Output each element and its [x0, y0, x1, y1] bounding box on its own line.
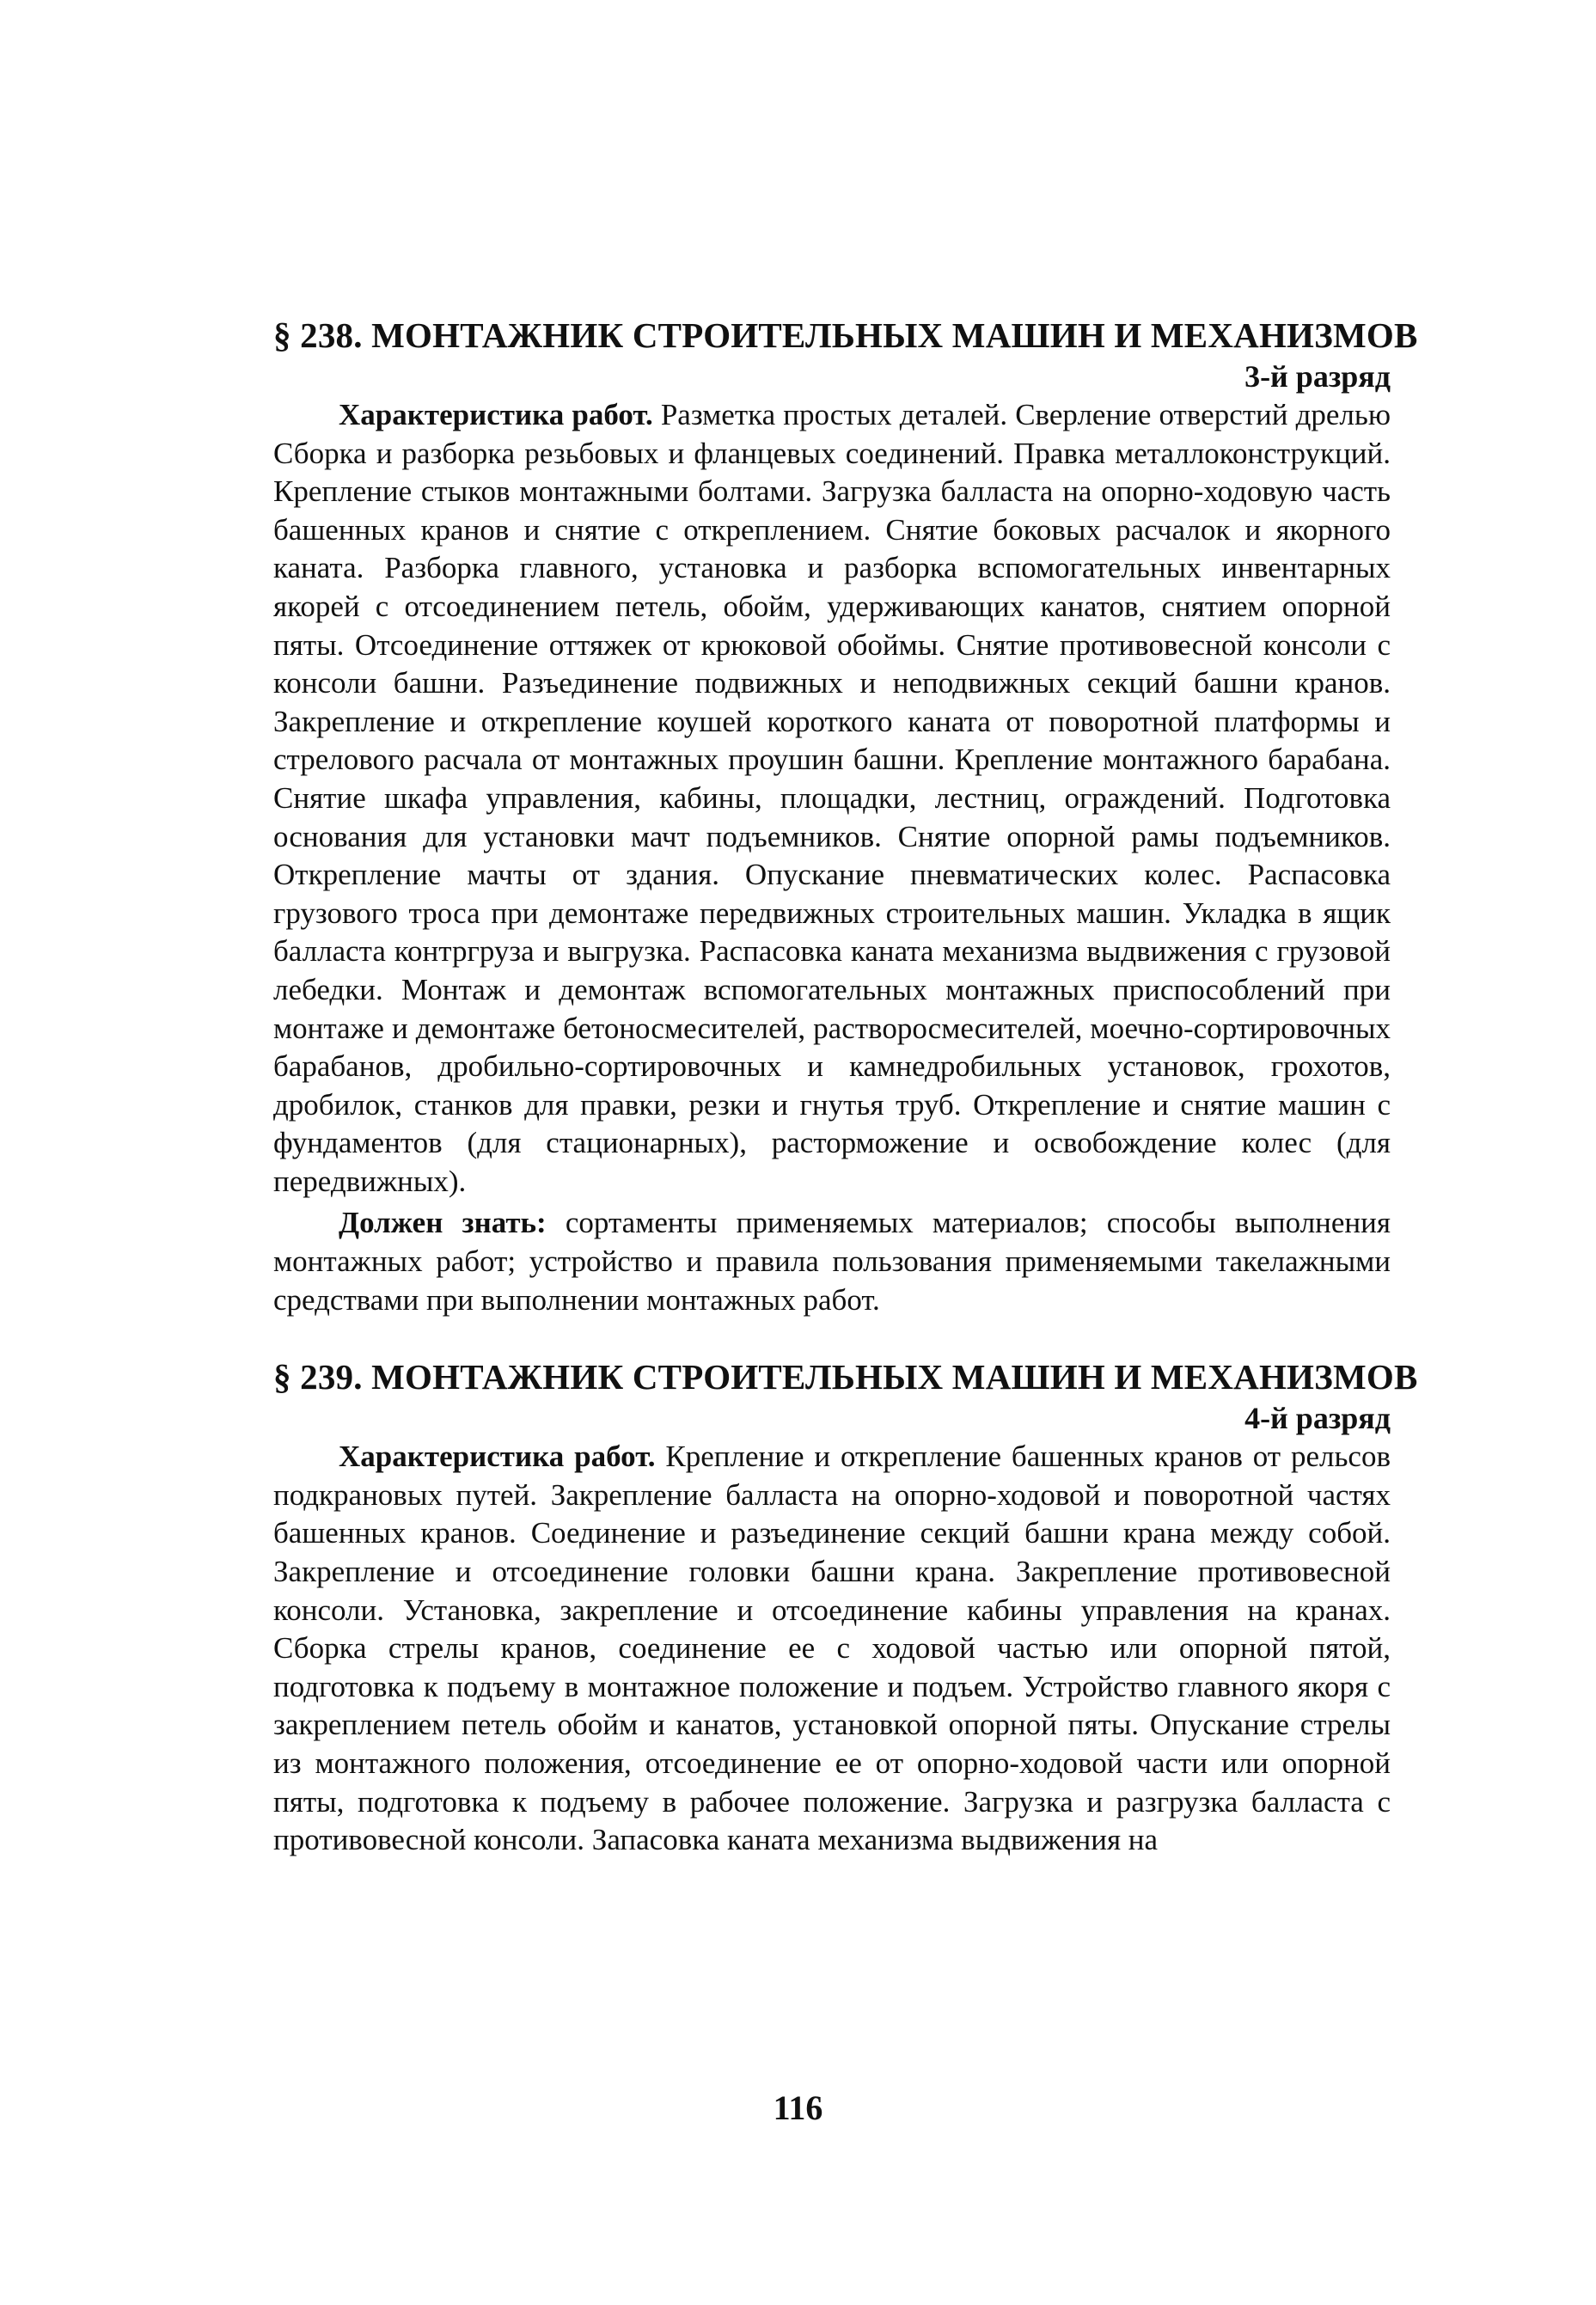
work-characteristics-paragraph	[273, 1438, 1391, 1860]
section-239	[273, 1355, 1418, 1860]
section-title: § 239. МОНТАЖНИК СТРОИТЕЛЬНЫХ МАШИН И МЕХАНИЗМОВ	[273, 1357, 1418, 1397]
required-knowledge-text: сортаменты применяемых материалов; способы выполнения монтажных работ; устройство и правила пользования применяемыми такелажными средствами при выполнении монтажных работ.	[273, 1206, 1391, 1317]
work-characteristics-heading: Характеристика работ.	[339, 1440, 656, 1474]
required-knowledge-paragraph	[273, 1204, 1391, 1319]
document-page	[273, 314, 1418, 1860]
page-number: 116	[773, 2088, 823, 2127]
required-knowledge-heading: Должен знать:	[339, 1206, 547, 1240]
work-characteristics-text: Разметка простых деталей. Сверление отверстий дрелью Сборка и разборка резьбовых и фланцевых соединений. Правка металлоконструкций. Крепление стыков монтажными болтами. Загрузка балласта на опорно-ходовую часть башенных кранов и снятие с откреплением. Снятие боковых расчалок и якорного каната. Разборка главного, установка и разборка вспомогательных инвентарных якорей с отсоединением петель, обойм, удерживающих канатов, снятием опорной пяты. Отсоединение оттяжек от крюковой обоймы. Снятие противовесной консоли с консоли башни. Разъединение подвижных и неподвижных секций башни кранов. Закрепление и открепление коушей короткого каната от поворотной платформы и стрелового расчала от монтажных проушин башни. Крепление монтажного барабана. Снятие шкафа управления, кабины, площадки, лестниц, ограждений. Подготовка основания для установки мачт подъемников. Снятие опорной рамы подъемников. Открепление мачты от здания. Опускание пневматических колес. Распасовка грузового троса при демонтаже передвижных строительных машин. Укладка в ящик балласта контргруза и выгрузка. Распасовка каната механизма выдвижения с грузовой лебедки. Монтаж и демонтаж вспомогательных монтажных приспособлений при монтаже и демонтаже бетоносмесителей, растворосмесителей, моечно-сортировочных барабанов, дробильно-сортировочных и камнедробильных установок, грохотов, дробилок, станков для правки, резки и гнутья труб. Открепление и снятие машин с фундаментов (для стационарных), расторможение и освобождение колес (для передвижных).	[273, 398, 1391, 1198]
work-characteristics-heading: Характеристика работ.	[339, 398, 653, 431]
section-title: § 238. МОНТАЖНИК СТРОИТЕЛЬНЫХ МАШИН И МЕХАНИЗМОВ	[273, 315, 1418, 355]
grade-label: 3-й разряд	[1244, 359, 1391, 394]
work-characteristics-text: Крепление и открепление башенных кранов от рельсов подкрановых путей. Закрепление балласта на опорно-ходовой и поворотной частях башенных кранов. Соединение и разъединение секций башни крана между собой. Закрепление и отсоединение головки башни крана. Закрепление противовесной консоли. Установка, закрепление и отсоединение кабины управления на кранах. Сборка стрелы кранов, соединение ее с ходовой частью или опорной пятой, подготовка к подъему в монтажное положение и подъем. Устройство главного якоря с закреплением петель обойм и канатов, установкой опорной пяты. Опускание стрелы из монтажного положения, отсоединение ее от опорно-ходовой части или опорной пяты, подготовка к подъему в рабочее положение. Загрузка и разгрузка балласта с противовесной консоли. Запасовка каната механизма выдвижения на	[273, 1440, 1391, 1857]
grade-label: 4-й разряд	[1244, 1401, 1391, 1436]
section-238	[273, 314, 1418, 1319]
work-characteristics-paragraph	[273, 396, 1391, 1201]
